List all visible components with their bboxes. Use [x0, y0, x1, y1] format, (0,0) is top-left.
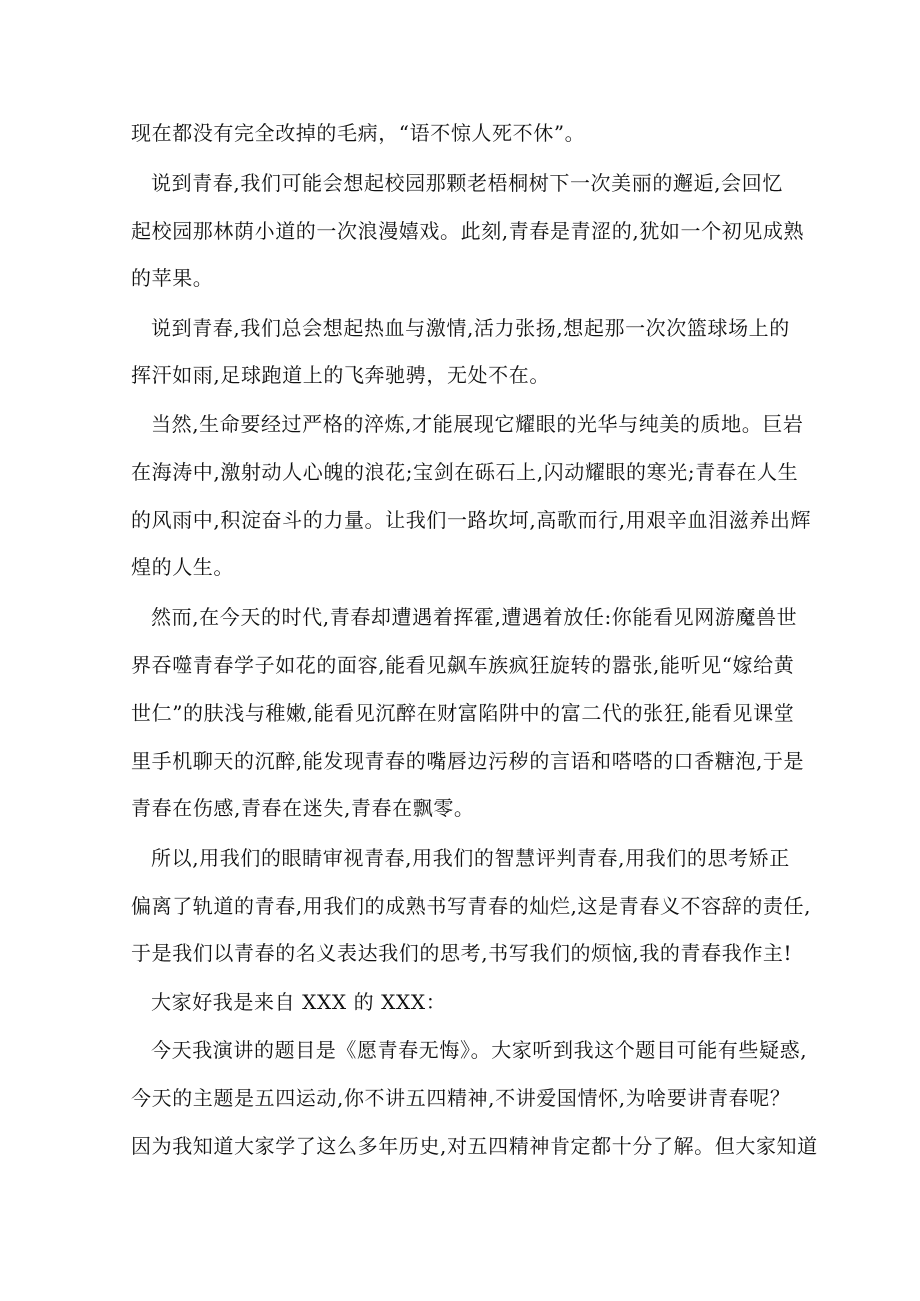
text-line-18: 于是我们以青春的名义表达我们的思考,书写我们的烦恼,我的青春我作主!	[131, 941, 793, 965]
text-line-5: 说到青春,我们总会想起热血与激情,活力张扬,想起那一次次篮球场上的	[151, 316, 790, 340]
text-line-9: 的风雨中,积淀奋斗的力量。让我们一路坎坷,高歌而行,用艰辛血泪滋养出辉	[131, 508, 812, 532]
text-line-12: 界吞噬青春学子如花的面容,能看见飙车族疯狂旋转的嚣张,能听见“嫁给黄	[131, 653, 795, 677]
text-line-10: 煌的人生。	[131, 555, 234, 579]
text-line-16: 所以,用我们的眼睛审视青春,用我们的智慧评判青春,用我们的思考矫正	[151, 846, 790, 870]
text-line-4: 的苹果。	[131, 266, 214, 290]
text-line-6: 挥汗如雨,足球跑道上的飞奔驰骋，无处不在。	[131, 363, 550, 387]
text-line-2: 说到青春,我们可能会想起校园那颗老梧桐树下一次美丽的邂逅,会回忆	[151, 171, 783, 195]
text-line-1: 现在都没有完全改掉的毛病，“语不惊人死不休”。	[131, 121, 586, 145]
text-line-14: 里手机聊天的沉醉,能发现青春的嘴唇边污秽的言语和嗒嗒的口香糖泡,于是	[131, 749, 805, 773]
text-line-13: 世仁”的肤浅与稚嫩,能看见沉醉在财富陷阱中的富二代的张狂,能看见课堂	[131, 701, 795, 725]
text-line-15: 青春在伤感,青春在迷失,青春在飘零。	[131, 796, 475, 820]
text-line-17: 偏离了轨道的青春,用我们的成熟书写青春的灿烂,这是青春义不容辞的责任,	[131, 894, 812, 918]
text-line-11: 然而,在今天的时代,青春却遭遇着挥霍,遭遇着放任:你能看见网游魔兽世	[151, 605, 798, 629]
text-line-7: 当然,生命要经过严格的淬炼,才能展现它耀眼的光华与纯美的质地。巨岩	[151, 412, 804, 436]
text-line-19: 大家好我是来自 XXX 的 XXX：	[151, 990, 447, 1014]
text-line-3: 起校园那林荫小道的一次浪漫嬉戏。此刻,青春是青涩的,犹如一个初见成熟	[131, 219, 805, 243]
text-line-22: 因为我知道大家学了这么多年历史,对五四精神肯定都十分了解。但大家知道	[131, 1134, 818, 1158]
text-line-8: 在海涛中,激射动人心魄的浪花;宝剑在砾石上,闪动耀眼的寒光;青春在人生	[131, 460, 799, 484]
text-line-21: 今天的主题是五四运动,你不讲五四精神,不讲爱国情怀,为啥要讲青春呢？	[131, 1086, 791, 1110]
text-line-20: 今天我演讲的题目是《愿青春无悔》。大家听到我这个题目可能有些疑惑,	[151, 1038, 808, 1062]
